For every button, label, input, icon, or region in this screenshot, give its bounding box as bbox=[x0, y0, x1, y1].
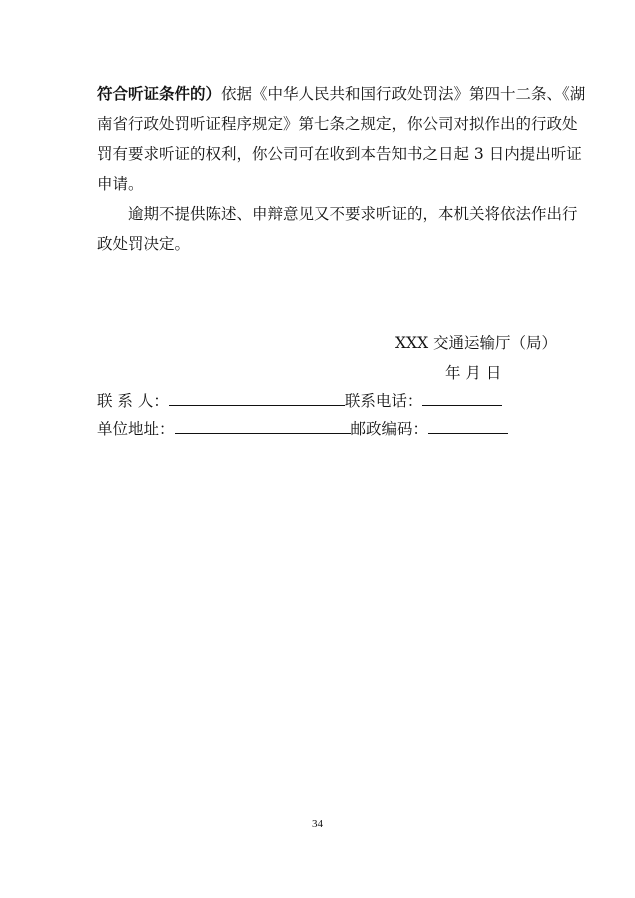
contact-row bbox=[97, 386, 502, 416]
paragraph-line bbox=[97, 79, 586, 109]
paragraph-line: 政处罚决定。 bbox=[97, 235, 191, 253]
contact-row bbox=[97, 414, 508, 444]
phone-blank bbox=[422, 389, 502, 406]
address-blank bbox=[175, 417, 351, 434]
paragraph-text: 依据《中华人民共和国行政处罚法》第四十二条、《湖 bbox=[221, 85, 586, 103]
notice-paragraph bbox=[97, 79, 586, 199]
address-label: 单位地址： bbox=[97, 420, 175, 438]
paragraph-line: 申请。 bbox=[97, 175, 144, 193]
postcode-blank bbox=[428, 417, 508, 434]
phone-label: 联系电话： bbox=[344, 392, 423, 410]
paragraph-line: 逾期不提供陈述、申辩意见又不要求听证的，本机关将依法作出行 bbox=[128, 205, 578, 223]
paragraph-line: 罚有要求听证的权利，你公司可在收到本告知书之日起 3 日内提出听证 bbox=[97, 145, 582, 163]
contact-person-blank bbox=[169, 389, 345, 406]
contact-person-label: 联 系 人： bbox=[97, 392, 169, 410]
paragraph-line: 南省行政处罚听证程序规定》第七条之规定，你公司对拟作出的行政处 bbox=[97, 115, 578, 133]
issue-date: 年 月 日 bbox=[445, 364, 502, 382]
page-number: 34 bbox=[312, 818, 323, 830]
bold-lead-text: 符合听证条件的） bbox=[97, 84, 222, 103]
overdue-paragraph bbox=[97, 199, 578, 259]
issuing-agency: XXX 交通运输厅（局） bbox=[395, 334, 558, 352]
postcode-label: 邮政编码： bbox=[350, 420, 429, 438]
